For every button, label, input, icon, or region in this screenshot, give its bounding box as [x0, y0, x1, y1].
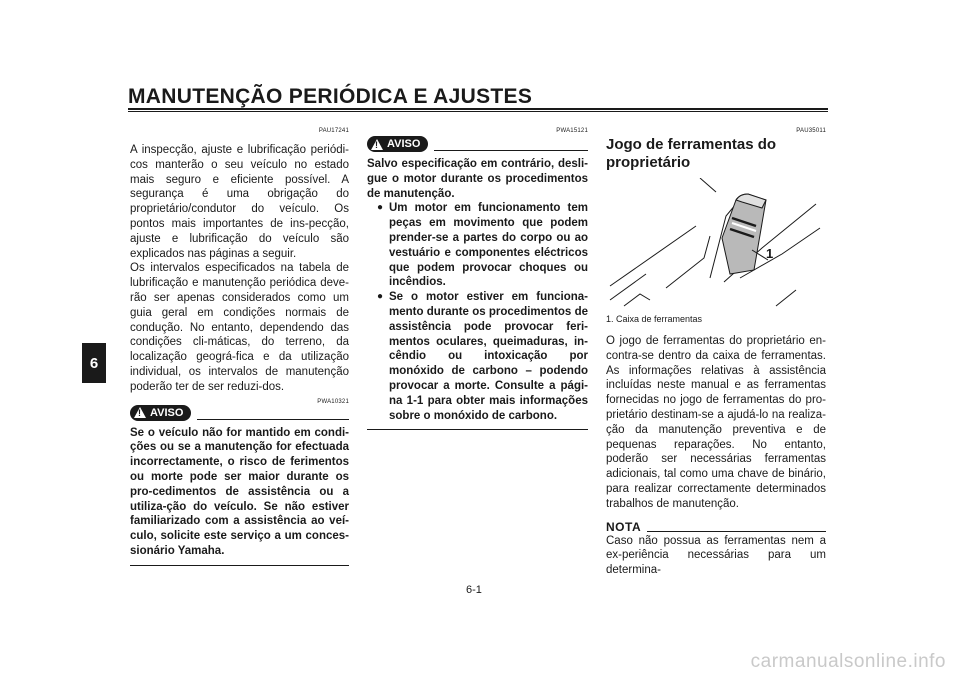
- title-rule: [128, 108, 828, 110]
- chapter-tab: 6: [82, 343, 106, 383]
- section-code: PAU17241: [318, 128, 349, 134]
- figure-caption: 1. Caixa de ferramentas: [606, 314, 703, 324]
- aviso-badge: [130, 405, 191, 421]
- warning-header: [130, 405, 349, 421]
- column-middle: [367, 128, 588, 430]
- toolbox-figure: [606, 178, 826, 308]
- intro-text: [130, 143, 349, 395]
- warning-rule: [434, 150, 588, 151]
- column-right: [606, 128, 826, 578]
- bullet-dot-icon: ●: [377, 291, 384, 303]
- watermark: carmanualsonline.info: [750, 651, 946, 672]
- warning-bullet: [367, 201, 588, 290]
- page-number: 6-1: [466, 584, 482, 596]
- nota-label: NOTA: [606, 519, 642, 534]
- section-heading: Jogo de ferramentas do proprietário: [606, 136, 777, 171]
- warning-triangle-icon: !: [134, 407, 146, 418]
- warning-text: [367, 157, 588, 423]
- aviso-label: AVISO: [387, 138, 421, 150]
- warning-intro: Salvo especificação em contrário, desli-gue o motor durante os procedimentos de manutenção.: [367, 158, 588, 200]
- toolkit-paragraph: O jogo de ferramentas do proprietário en-contra-se dentro da caixa de ferramentas. As informações relativas à assistência incluídas neste manual e as ferramentas fornecidas no jogo de ferramentas do pro-prietário destinam-se a ajudá-lo na realiza-ção da manutenção preventiva e de pequenas reparações. No entanto, poderão ser necessárias ferramentas adicionais, tal como uma chave de binário, para realizar correctamente determinados trabalhos de manutenção.: [606, 335, 826, 510]
- aviso-label: AVISO: [150, 406, 184, 419]
- warning-triangle-icon: !: [371, 139, 383, 150]
- bullet-text: Se o motor estiver em funciona-mento durante os procedimentos de assistência pode provocar feri-mentos oculares, queimaduras, in-cêndio ou intoxicação por monóxido de carbono – podendo provocar a morte. Consulte a pági-na 1-1 para obter mais informações sobre o monóxido de carbono.: [389, 291, 588, 422]
- intro-paragraph-1: A inspecção, ajuste e lubrificação periódi-cos manterão o seu veículo no estado mais seguro e eficiente possível. A segurança é uma obrigação do proprietário/condutor do veículo. Os pontos mais importantes de ins-pecção, ajuste e lubrificação do veículo são explicados nas páginas a seguir.: [130, 144, 349, 260]
- nota-rule: [647, 531, 826, 532]
- warning-header: [367, 136, 588, 152]
- page-title: MANUTENÇÃO PERIÓDICA E AJUSTES: [128, 85, 533, 108]
- warning-code: PWA15121: [556, 128, 588, 134]
- warning-end-rule: [367, 429, 588, 430]
- warning-code: PWA10321: [317, 398, 349, 405]
- nota-text: Caso não possua as ferramentas nem a ex-periência necessárias para um determina-: [606, 534, 826, 577]
- bullet-text: Um motor em funcionamento tem peças em movimento que podem prender-se a partes do corpo ou ao vestuário e componentes eléctricos que podem provocar choques ou incêndios.: [389, 202, 588, 289]
- column-left: [130, 128, 349, 566]
- warning-bullet: [367, 290, 588, 423]
- intro-paragraph-2: Os intervalos especificados na tabela de lubrificação e manutenção periódica deve-rão ser apenas considerados como um guia geral em condições normais de condução. No entanto, dependendo das condições cli-máticas, do terreno, da localização geográ-fica e da utilização individual, os intervalos de manutenção poderão ter de ser reduzi-dos.: [130, 262, 349, 393]
- warning-rule: [197, 419, 349, 420]
- nota-header: [606, 520, 826, 534]
- title-rule-thin: [128, 111, 828, 112]
- warning-text: Se o veículo não for mantido em condi-ções ou se a manutenção for efectuada incorrectamente, o risco de ferimentos ou morte pode ser maior durante os pro-cedimentos de assistência ou a utiliza-ção do veículo. Se não estiver familiarizado com a assistência ao veí-culo, solicite este serviço a um conces-sionário Yamaha.: [130, 426, 349, 557]
- aviso-badge: [367, 136, 428, 152]
- figure-callout: 1: [766, 246, 774, 261]
- section-code: PAU35011: [796, 128, 826, 134]
- bullet-dot-icon: ●: [377, 202, 384, 214]
- warning-end-rule: [130, 565, 349, 566]
- toolbox-illustration: [606, 178, 826, 308]
